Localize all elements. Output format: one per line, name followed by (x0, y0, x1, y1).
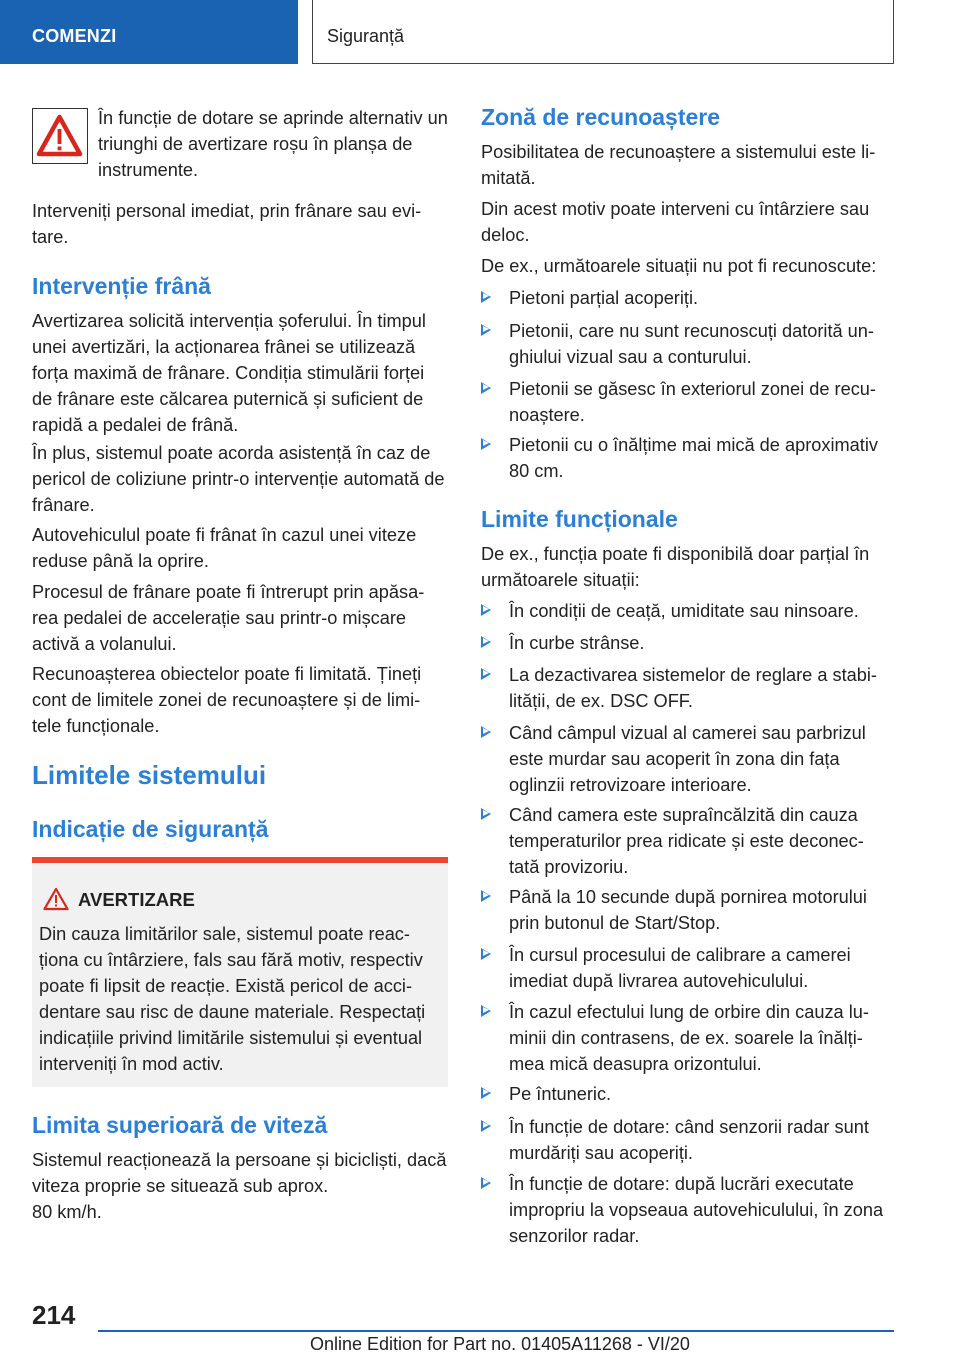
section-label: COMENZI (32, 26, 117, 46)
intro-text: În funcție de dotare se aprinde alternativ un triunghi de avertizare roșu în planșa de instrumente. (98, 108, 448, 180)
warning-icon (43, 887, 69, 916)
heading-speed: Limita superioară de viteză (32, 1112, 328, 1138)
bullet-arrow-icon (481, 438, 491, 450)
paragraph: De ex., următoarele situații nu pot fi recunoscute: (481, 256, 877, 276)
paragraph: Procesul de frânare poate fi întrerupt prin apăsa- rea pedalei de accelerație sau printr-o mișcare activă a volanului. (32, 582, 425, 654)
bullet-arrow-icon (481, 890, 491, 902)
paragraph: Interveniți personal imediat, prin frânare sau evi- tare. (32, 201, 422, 247)
warning-triangle-icon (32, 108, 88, 164)
heading-brake: Intervenție frână (32, 273, 211, 299)
bullet-arrow-icon (481, 1120, 491, 1132)
bullet-arrow-icon (481, 604, 491, 616)
paragraph: Posibilitatea de recunoaștere a sistemului este li- mitată. (481, 142, 876, 188)
heading-limits: Limitele sistemului (32, 760, 267, 790)
edition-text: Online Edition for Part no. 01405A11268 - VI/20 (310, 1334, 690, 1354)
paragraph: Autovehiculul poate fi frânat în cazul unei viteze reduse până la oprire. (32, 525, 417, 571)
footer-divider (98, 1330, 894, 1332)
paragraph: Sistemul reacționează la persoane și bicicliști, dacă viteza proprie se situează sub aprox. (32, 1150, 447, 1196)
warning-box (32, 857, 448, 1087)
paragraph: Din acest motiv poate interveni cu întârziere sau deloc. (481, 199, 870, 245)
bullet-arrow-icon (481, 636, 491, 648)
bullet-arrow-icon (481, 1087, 491, 1099)
section-tab (0, 0, 298, 64)
chapter-header (312, 0, 894, 64)
heading-safety: Indicație de siguranță (32, 816, 269, 842)
warning-title: AVERTIZARE (78, 889, 195, 910)
bullet-arrow-icon (481, 948, 491, 960)
paragraph: De ex., funcția poate fi disponibilă doar parțial în următoarele situații: (481, 544, 870, 590)
heading-zone: Zonă de recunoaștere (481, 104, 721, 130)
bullet-arrow-icon (481, 808, 491, 820)
paragraph: Avertizarea solicită intervenția șoferului. În timpul unei avertizări, la acționarea frânei se utilizează forța maximă de frânare. Condiția stimulării forței de frânare este călcarea puternică și suficient de rapidă a pedalei de frână. (32, 311, 426, 435)
warning-body: Din cauza limitărilor sale, sistemul poate reac- ționa cu întârziere, fals sau fără motiv, respectiv poate fi lipsit de reacție. Există pericol de acci- dentare sau risc de daune materiale. Respectați indicațiile privind limitările sistemului și eventual interveniți în mod activ. (39, 924, 426, 1074)
bullet-arrow-icon (481, 324, 491, 336)
paragraph: Recunoașterea obiectelor poate fi limitată. Țineți cont de limitele zonei de recunoaștere și de limi- tele funcționale. (32, 664, 422, 736)
bullet-arrow-icon (481, 382, 491, 394)
chapter-title: Siguranță (327, 26, 405, 46)
bullet-arrow-icon (481, 1177, 491, 1189)
bullet-arrow-icon (481, 726, 491, 738)
paragraph: 80 km/h. (32, 1202, 102, 1222)
bullet-arrow-icon (481, 291, 491, 303)
paragraph: În plus, sistemul poate acorda asistență în caz de pericol de coliziune printr-o intervenție automată de frânare. (32, 443, 445, 515)
bullet-arrow-icon (481, 1005, 491, 1017)
page-number: 214 (32, 1300, 76, 1330)
bullet-arrow-icon (481, 668, 491, 680)
heading-functional-limits: Limite funcționale (481, 506, 678, 532)
